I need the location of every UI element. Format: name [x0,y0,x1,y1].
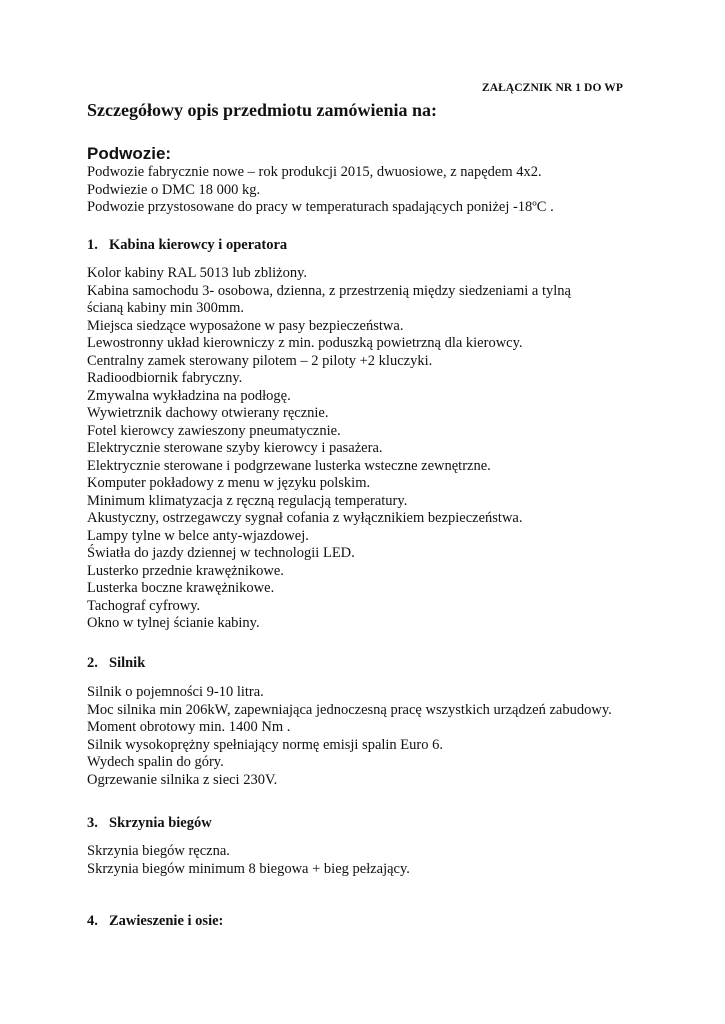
list-item: ścianą kabiny min 300mm. [87,300,245,316]
list-item: Skrzynia biegów minimum 8 biegowa + bieg pełzający. [87,860,410,877]
list-item: Centralny zamek sterowany pilotem – 2 piloty +2 kluczyki. [87,352,433,369]
section-title: Skrzynia biegów [109,815,212,831]
list-item: Ogrzewanie silnika z sieci 230V. [87,771,278,788]
list-item: Zmywalna wykładzina na podłogę. [87,387,291,404]
document-title: Szczegółowy opis przedmiotu zamówienia na: [87,100,437,120]
section-heading-cabin [87,237,287,254]
list-item: Skrzynia biegów ręczna. [87,843,230,859]
list-item: Akustyczny, ostrzegawczy sygnał cofania z wyłącznikiem bezpieczeństwa. [87,510,523,526]
list-item: Silnik wysokoprężny spełniający normę emisji spalin Euro 6. [87,736,443,753]
section-number: 3. [87,815,98,831]
list-item: Elektrycznie sterowane i podgrzewane lusterka wsteczne zewnętrzne. [87,457,491,474]
list-item: Lewostronny układ kierowniczy z min. poduszką powietrzną dla kierowcy. [87,335,523,351]
list-item: Lusterko przednie krawężnikowe. [87,562,284,579]
list-item: Miejsca siedzące wyposażone w pasy bezpieczeństwa. [87,317,404,334]
section-heading-suspension [87,913,223,930]
list-item: Radioodbiornik fabryczny. [87,370,243,386]
section-title: Zawieszenie i osie: [109,913,224,929]
chassis-line: Podwiezie o DMC 18 000 kg. [87,181,261,198]
section-body-engine [87,684,647,789]
list-item: Komputer pokładowy z menu w języku polskim. [87,475,371,491]
list-item: Silnik o pojemności 9-10 litra. [87,684,264,700]
chassis-line: Podwozie fabrycznie nowe – rok produkcji 2015, dwuosiowe, z napędem 4x2. [87,164,542,180]
section-body-cabin [87,265,647,633]
section-body-gearbox [87,843,647,878]
list-item: Światła do jazdy dziennej w technologii LED. [87,545,355,561]
list-item: Okno w tylnej ścianie kabiny. [87,615,260,631]
list-item: Wywietrznik dachowy otwierany ręcznie. [87,405,329,421]
chassis-heading: Podwozie: [87,144,172,163]
list-item: Tachograf cyfrowy. [87,597,201,614]
list-item: Moc silnika min 206kW, zapewniająca jednoczesną pracę wszystkich urządzeń zabudowy. [87,701,612,718]
list-item: Lusterka boczne krawężnikowe. [87,580,275,596]
section-number: 2. [87,655,98,671]
list-item: Fotel kierowcy zawieszony pneumatycznie. [87,422,341,439]
section-title: Kabina kierowcy i operatora [109,237,288,253]
chassis-description [87,164,647,217]
section-heading-gearbox [87,815,212,832]
section-title: Silnik [109,655,146,671]
list-item: Kolor kabiny RAL 5013 lub zbliżony. [87,265,308,281]
section-number: 4. [87,913,98,929]
annex-label: ZAŁĄCZNIK NR 1 DO WP [481,82,623,94]
list-item: Moment obrotowy min. 1400 Nm . [87,719,291,735]
list-item: Wydech spalin do góry. [87,754,224,770]
list-item: Lampy tylne w belce anty-wjazdowej. [87,527,309,544]
list-item: Minimum klimatyzacja z ręczną regulacją temperatury. [87,492,408,509]
section-heading-engine [87,655,145,672]
list-item: Kabina samochodu 3- osobowa, dzienna, z przestrzenią między siedzeniami a tylną [87,282,571,299]
section-number: 1. [87,237,98,253]
list-item: Elektrycznie sterowane szyby kierowcy i pasażera. [87,440,383,456]
chassis-line: Podwozie przystosowane do pracy w temperaturach spadających poniżej -18ºC . [87,199,554,215]
